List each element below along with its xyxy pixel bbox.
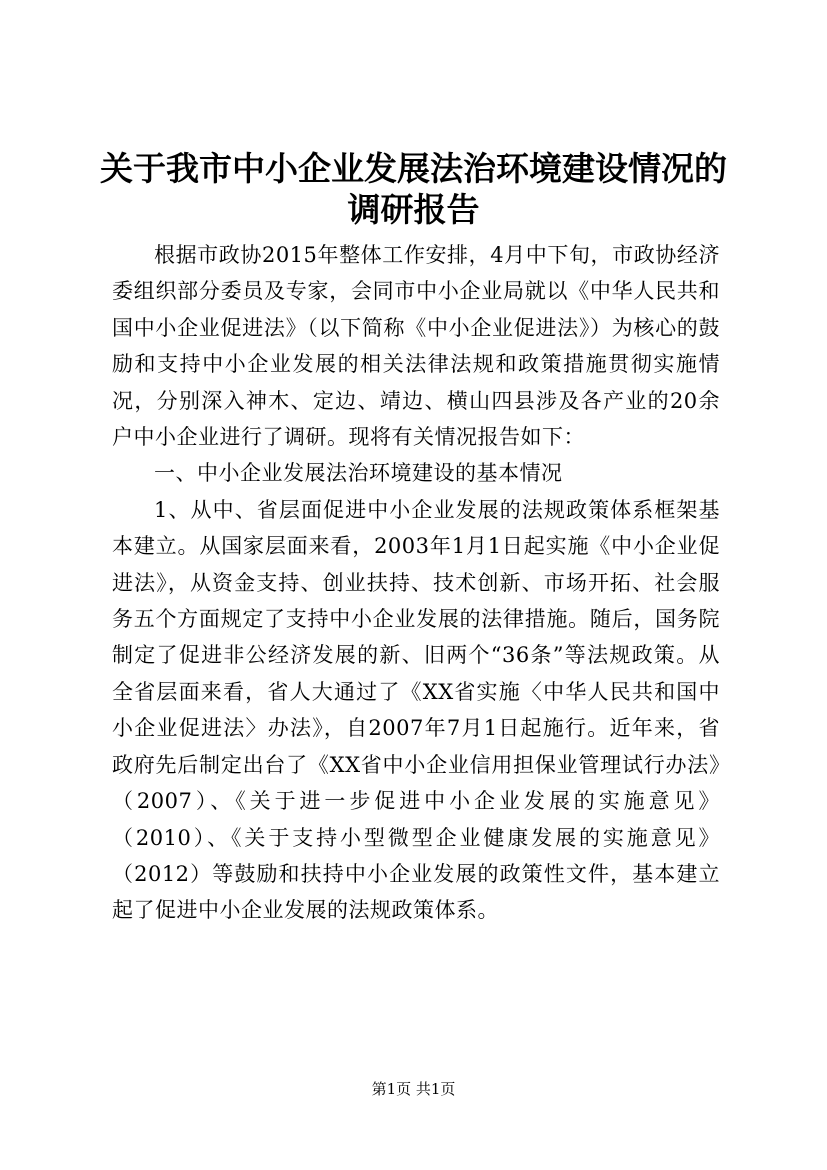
page-footer: 第1页 共1页	[371, 1080, 456, 1098]
section-heading: 一、中小企业发展法治环境建设的基本情况	[154, 461, 563, 486]
intro-paragraph: 根据市政协2015年整体工作安排，4月中下旬，市政协经济委组织部分委员及专家，会同市中小企业局就以《中华人民共和国中小企业促进法》（以下简称《中小企业促进法》）为核心的鼓励和支持中小企业发展的相关法律法规和政策措施贯彻实施情况，分别深入神木、定边、靖边、横山四县涉及各产业的20余户中小企业进行了调研。现将有关情况报告如下：	[112, 243, 720, 450]
section-paragraph: 1、从中、省层面促进中小企业发展的法规政策体系框架基本建立。从国家层面来看，2003年1月1日起实施《中小企业促进法》，从资金支持、创业扶持、技术创新、市场开拓、社会服务五个方面规定了支持中小企业发展的法律措施。随后，国务院制定了促进非公经济发展的新、旧两个“36条”等法规政策。从全省层面来看，省人大通过了《XX省实施〈中华人民共和国中小企业促进法〉办法》，自2007年7月1日起施行。近年来，省政府先后制定出台了《XX省中小企业信用担保业管理试行办法》（2007）、《关于进一步促进中小企业发展的实施意见》（2010）、《关于支持小型微型企业健康发展的实施意见》（2012）等鼓励和扶持中小企业发展的政策性文件，基本建立起了促进中小企业发展的法规政策体系。	[112, 497, 720, 923]
document-body	[112, 237, 720, 929]
document-title: 关于我市中小企业发展法治环境建设情况的调研报告	[100, 149, 727, 229]
